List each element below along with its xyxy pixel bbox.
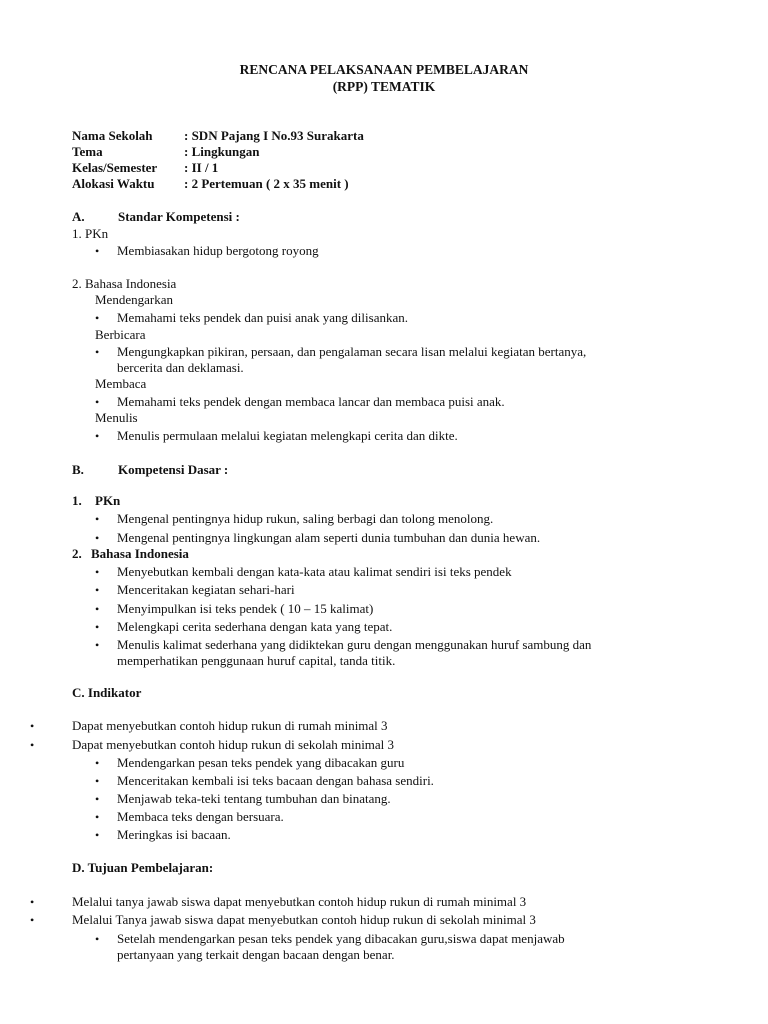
document-subtitle: (RPP) TEMATIK: [332, 79, 436, 94]
section-a-membaca: Membaca: [95, 376, 147, 391]
bullet-icon: •: [95, 311, 100, 325]
bullet-icon: •: [95, 638, 100, 652]
section-b-heading: Kompetensi Dasar :: [118, 462, 229, 477]
bullet-icon: •: [95, 756, 100, 770]
bullet-icon: •: [95, 512, 100, 526]
identity-value-class: : II / 1: [184, 160, 219, 175]
section-b-bi-item: Menyimpulkan isi teks pendek ( 10 – 15 kalimat): [117, 601, 374, 616]
section-a-heading: Standar Kompetensi :: [118, 209, 240, 224]
identity-label-school: Nama Sekolah: [72, 128, 153, 143]
bullet-icon: •: [95, 828, 100, 842]
section-d-outer-item: Melalui tanya jawab siswa dapat menyebutkan contoh hidup rukun di rumah minimal 3: [72, 894, 527, 909]
section-b-pkn-item: Mengenal pentingnya hidup rukun, saling berbagi dan tolong menolong.: [117, 511, 494, 526]
section-d-heading: D. Tujuan Pembelajaran:: [72, 860, 214, 875]
section-c-heading: C. Indikator: [72, 685, 142, 700]
section-a-letter: A.: [72, 209, 85, 224]
section-b-bi-item: Menceritakan kegiatan sehari-hari: [117, 582, 295, 597]
section-d-outer-item: Melalui Tanya jawab siswa dapat menyebutkan contoh hidup rukun di sekolah minimal 3: [72, 912, 536, 927]
bullet-icon: •: [95, 602, 100, 616]
section-b-pkn-num: 1.: [72, 493, 82, 508]
bullet-icon: •: [95, 565, 100, 579]
section-c-inner-item: Mendengarkan pesan teks pendek yang dibacakan guru: [117, 755, 405, 770]
bullet-icon: •: [95, 395, 100, 409]
section-a-menulis-item: Menulis permulaan melalui kegiatan melengkapi cerita dan dikte.: [117, 428, 458, 443]
section-d-inner-item-line1: Setelah mendengarkan pesan teks pendek yang dibacakan guru,siswa dapat menjawab: [117, 931, 565, 946]
section-b-pkn-label: PKn: [95, 493, 121, 508]
identity-value-theme: : Lingkungan: [184, 144, 260, 159]
bullet-icon: •: [30, 913, 35, 927]
bullet-icon: •: [95, 620, 100, 634]
section-a-pkn-item: Membiasakan hidup bergotong royong: [117, 243, 319, 258]
section-c-outer-item: Dapat menyebutkan contoh hidup rukun di rumah minimal 3: [72, 718, 388, 733]
section-a-menulis: Menulis: [95, 410, 138, 425]
section-a-pkn-label: 1. PKn: [72, 226, 109, 241]
bullet-icon: •: [95, 531, 100, 545]
identity-label-theme: Tema: [72, 144, 103, 159]
section-a-berbicara: Berbicara: [95, 327, 146, 342]
section-b-bi-num: 2.: [72, 546, 82, 561]
identity-value-time: : 2 Pertemuan ( 2 x 35 menit ): [184, 176, 349, 191]
section-c-inner-item: Membaca teks dengan bersuara.: [117, 809, 284, 824]
bullet-icon: •: [95, 583, 100, 597]
section-b-bi-item: Menulis kalimat sederhana yang didiktekan guru dengan menggunakan huruf sambung dan: [117, 637, 592, 652]
identity-value-school: : SDN Pajang I No.93 Surakarta: [184, 128, 364, 143]
section-b-bi-item: Menyebutkan kembali dengan kata-kata atau kalimat sendiri isi teks pendek: [117, 564, 512, 579]
bullet-icon: •: [95, 792, 100, 806]
section-a-berbicara-item-line1: Mengungkapkan pikiran, persaan, dan pengalaman secara lisan melalui kegiatan bertanya,: [117, 344, 587, 359]
section-a-mendengarkan-item: Memahami teks pendek dan puisi anak yang dilisankan.: [117, 310, 408, 325]
section-a-membaca-item: Memahami teks pendek dengan membaca lancar dan membaca puisi anak.: [117, 394, 505, 409]
identity-label-time: Alokasi Waktu: [72, 176, 155, 191]
bullet-icon: •: [95, 932, 100, 946]
section-a-mendengarkan: Mendengarkan: [95, 292, 173, 307]
bullet-icon: •: [95, 774, 100, 788]
section-a-berbicara-item-line2: bercerita dan deklamasi.: [117, 360, 244, 375]
section-c-inner-item: Menceritakan kembali isi teks bacaan dengan bahasa sendiri.: [117, 773, 434, 788]
section-c-outer-item: Dapat menyebutkan contoh hidup rukun di sekolah minimal 3: [72, 737, 395, 752]
bullet-icon: •: [30, 719, 35, 733]
identity-label-class: Kelas/Semester: [72, 160, 158, 175]
section-a-bi-label: 2. Bahasa Indonesia: [72, 276, 177, 291]
bullet-icon: •: [95, 345, 100, 359]
bullet-icon: •: [30, 895, 35, 909]
section-b-bi-item: Melengkapi cerita sederhana dengan kata yang tepat.: [117, 619, 393, 634]
section-b-letter: B.: [72, 462, 84, 477]
section-b-bi-label: Bahasa Indonesia: [91, 546, 189, 561]
section-d-inner-item-line2: pertanyaan yang terkait dengan bacaan dengan benar.: [117, 947, 395, 962]
section-c-inner-item: Menjawab teka-teki tentang tumbuhan dan binatang.: [117, 791, 391, 806]
bullet-icon: •: [95, 429, 100, 443]
section-b-pkn-item: Mengenal pentingnya lingkungan alam seperti dunia tumbuhan dan dunia hewan.: [117, 530, 541, 545]
section-b-bi-item-line2: memperhatikan penggunaan huruf capital, tanda titik.: [117, 653, 396, 668]
section-c-inner-item: Meringkas isi bacaan.: [117, 827, 231, 842]
bullet-icon: •: [95, 810, 100, 824]
bullet-icon: •: [95, 244, 100, 258]
bullet-icon: •: [30, 738, 35, 752]
document-title: RENCANA PELAKSANAAN PEMBELAJARAN: [239, 62, 529, 77]
